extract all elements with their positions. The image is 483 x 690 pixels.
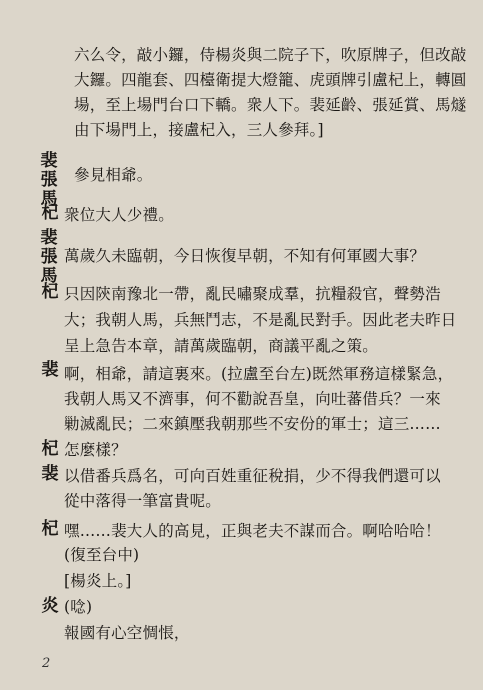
stage-direction: [楊炎上。] [64,572,132,590]
stage-direction-line-3: 場，至上場門台口下轎。衆人下。裴延齡、張延賞、馬燧 [74,96,467,114]
dialogue-line: 以借番兵爲名，可向百姓重征稅捐，少不得我們還可以 [64,467,441,485]
speaker-qi: 杞 [41,203,59,223]
dialogue-line: 報國有心空惆悵， [64,624,190,642]
speaker-pei-zhang-ma: 裴張馬 [40,228,58,286]
dialogue-line: 勦滅亂民；二來鎮壓我朝那些不安份的軍士；這三…… [64,415,441,433]
dialogue-line: 從中落得一筆富貴呢。 [64,492,222,510]
dialogue-line: 大；我朝人馬，兵無鬥志，不是亂民對手。因此老夫昨日 [64,311,457,329]
dialogue-line: 怎麼樣？ [64,441,127,459]
speaker-pei: 裴 [41,464,59,484]
dialogue-line: 只因陝南豫北一帶，亂民嘯聚成羣，抗糧殺官，聲勢浩 [64,285,441,303]
speaker-yan: 炎 [41,596,59,616]
speaker-qi: 杞 [41,519,59,539]
dialogue-line: 呈上急告本章，請萬歲臨朝，商議平亂之策。 [64,337,379,355]
speaker-pei: 裴 [41,360,59,380]
stage-direction-line-4: 由下場門上，接盧杞入，三人參拜。] [74,121,324,139]
speaker-qi: 杞 [41,282,59,302]
page-number: 2 [42,656,51,671]
dialogue-line: 啊，相爺，請這裏來。(拉盧至台左)既然軍務這樣緊急， [64,365,454,383]
stage-direction: (復至台中) [64,546,140,564]
dialogue-line: 嘿……裴大人的高見，正與老夫不謀而合。啊哈哈哈！ [64,522,441,540]
speaker-pei-zhang-ma: 裴張馬 [40,151,58,209]
dialogue-line: 參見相爺。 [74,166,153,184]
dialogue-line: 萬歲久未臨朝，今日恢復早朝，不知有何軍國大事？ [64,247,426,265]
stage-direction: (唸) [64,598,93,616]
stage-direction-line-2: 大鑼。四龍套、四檯衛提大燈籠、虎頭牌引盧杞上，轉圓 [74,71,467,89]
dialogue-line: 我朝人馬又不濟事，何不勸說吾皇，向吐蕃借兵？一來 [64,390,441,408]
stage-direction-line-1: 六么令，敲小鑼，侍楊炎與二院子下，吹原牌子，但改敲 [74,46,467,64]
dialogue-line: 衆位大人少禮。 [64,206,174,224]
speaker-qi: 杞 [41,439,59,459]
